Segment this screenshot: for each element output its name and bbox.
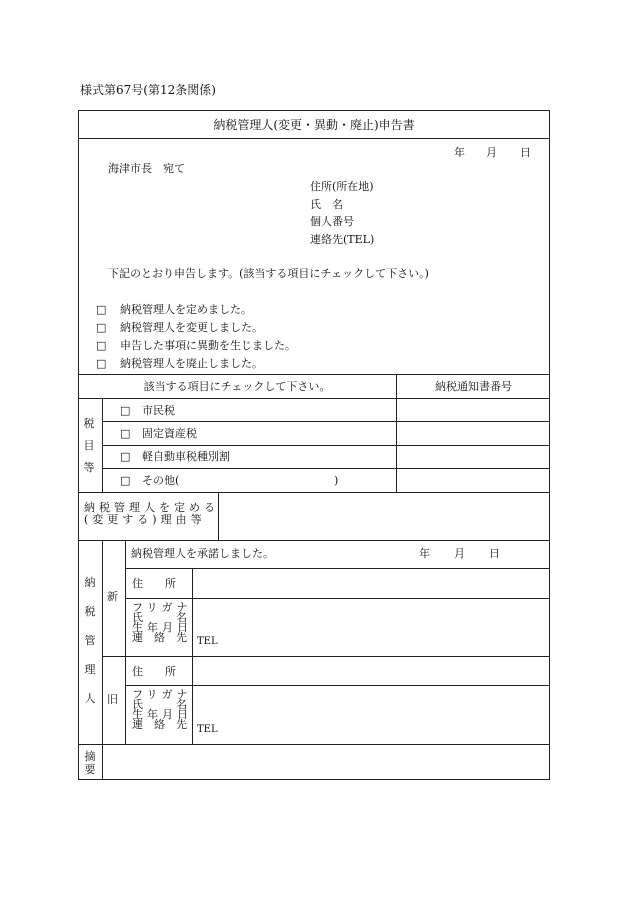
new-birthdate-label: 生年月日 bbox=[132, 621, 192, 634]
option-changed: 納税管理人を変更しました。 bbox=[120, 321, 263, 334]
old-furigana-label: フリガナ bbox=[132, 688, 192, 701]
reason-label-line1: 納税管理人を定める bbox=[84, 501, 219, 514]
divider bbox=[125, 685, 550, 686]
option-defined: 納税管理人を定めました。 bbox=[120, 303, 252, 316]
divider bbox=[78, 744, 550, 745]
remarks-label: 摘 要 bbox=[84, 750, 96, 776]
divider bbox=[102, 540, 103, 744]
checkbox-changed[interactable]: □ bbox=[96, 321, 107, 334]
checkbox-city-tax[interactable]: □ bbox=[120, 404, 131, 417]
date-year: 年 bbox=[454, 146, 465, 159]
old-birthdate-label: 生年月日 bbox=[132, 708, 192, 721]
tax-item-property: 固定資産税 bbox=[142, 427, 197, 440]
divider bbox=[125, 540, 126, 744]
old-manager-label: 旧 bbox=[107, 693, 118, 706]
accept-month: 月 bbox=[454, 547, 465, 560]
addressee: 海津市長 宛て bbox=[108, 162, 185, 175]
accept-day: 日 bbox=[489, 547, 500, 560]
new-manager-label: 新 bbox=[107, 590, 118, 603]
new-name-label: 氏 名 bbox=[132, 611, 187, 624]
manager-side-label: 納 税 管 理 人 bbox=[84, 576, 96, 705]
tax-item-other: その他( bbox=[142, 474, 180, 487]
divider bbox=[102, 445, 550, 446]
tax-table-header-check: 該当する項目にチェックして下さい。 bbox=[143, 380, 331, 393]
accept-year: 年 bbox=[419, 547, 430, 560]
new-furigana-label: フリガナ bbox=[132, 601, 192, 614]
option-abolished: 納税管理人を廃止しました。 bbox=[120, 357, 263, 370]
divider bbox=[78, 398, 550, 399]
date-day: 日 bbox=[520, 146, 531, 159]
divider bbox=[78, 492, 550, 493]
field-name: 氏 名 bbox=[310, 198, 343, 211]
form-number: 様式第67号(第12条関係) bbox=[80, 83, 216, 97]
tax-item-other-close: ) bbox=[334, 474, 339, 487]
divider bbox=[102, 421, 550, 422]
old-contact-label: 連絡先 bbox=[132, 718, 187, 731]
field-personal-number: 個人番号 bbox=[310, 215, 354, 228]
divider bbox=[396, 374, 397, 492]
form-title: 納税管理人(変更・異動・廃止)申告書 bbox=[213, 118, 415, 132]
field-contact: 連絡先(TEL) bbox=[310, 233, 375, 246]
instruction: 下記のとおり申告します。(該当する項目にチェックして下さい。) bbox=[108, 267, 429, 280]
divider bbox=[125, 598, 550, 599]
checkbox-property-tax[interactable]: □ bbox=[120, 427, 131, 440]
old-name-label: 氏 名 bbox=[132, 698, 187, 711]
tax-table-header-notice: 納税通知書番号 bbox=[435, 380, 512, 393]
date-month: 月 bbox=[486, 146, 497, 159]
tax-item-vehicle: 軽自動車税種別割 bbox=[142, 450, 230, 463]
checkbox-vehicle-tax[interactable]: □ bbox=[120, 450, 131, 463]
divider bbox=[78, 138, 550, 139]
divider bbox=[125, 568, 550, 569]
checkbox-modified[interactable]: □ bbox=[96, 339, 107, 352]
new-address-label: 住 所 bbox=[132, 577, 176, 590]
divider bbox=[102, 744, 103, 780]
checkbox-defined[interactable]: □ bbox=[96, 303, 107, 316]
checkbox-other-tax[interactable]: □ bbox=[120, 474, 131, 487]
new-contact-label: 連絡先 bbox=[132, 631, 187, 644]
divider bbox=[218, 492, 219, 540]
checkbox-abolished[interactable]: □ bbox=[96, 357, 107, 370]
old-address-label: 住 所 bbox=[132, 665, 176, 678]
divider bbox=[102, 656, 550, 657]
new-tel-label: TEL bbox=[197, 636, 218, 647]
reason-label-line2: (変更する)理由等 bbox=[84, 513, 206, 526]
field-address: 住所(所在地) bbox=[310, 180, 374, 193]
divider bbox=[78, 374, 550, 375]
divider bbox=[78, 540, 550, 541]
tax-row-label: 税 目 等 bbox=[83, 417, 95, 474]
divider bbox=[102, 468, 550, 469]
tax-item-city: 市民税 bbox=[142, 404, 175, 417]
option-modified: 申告した事項に異動を生じました。 bbox=[120, 339, 296, 352]
accept-statement: 納税管理人を承諾しました。 bbox=[131, 547, 274, 560]
old-tel-label: TEL bbox=[197, 724, 218, 735]
